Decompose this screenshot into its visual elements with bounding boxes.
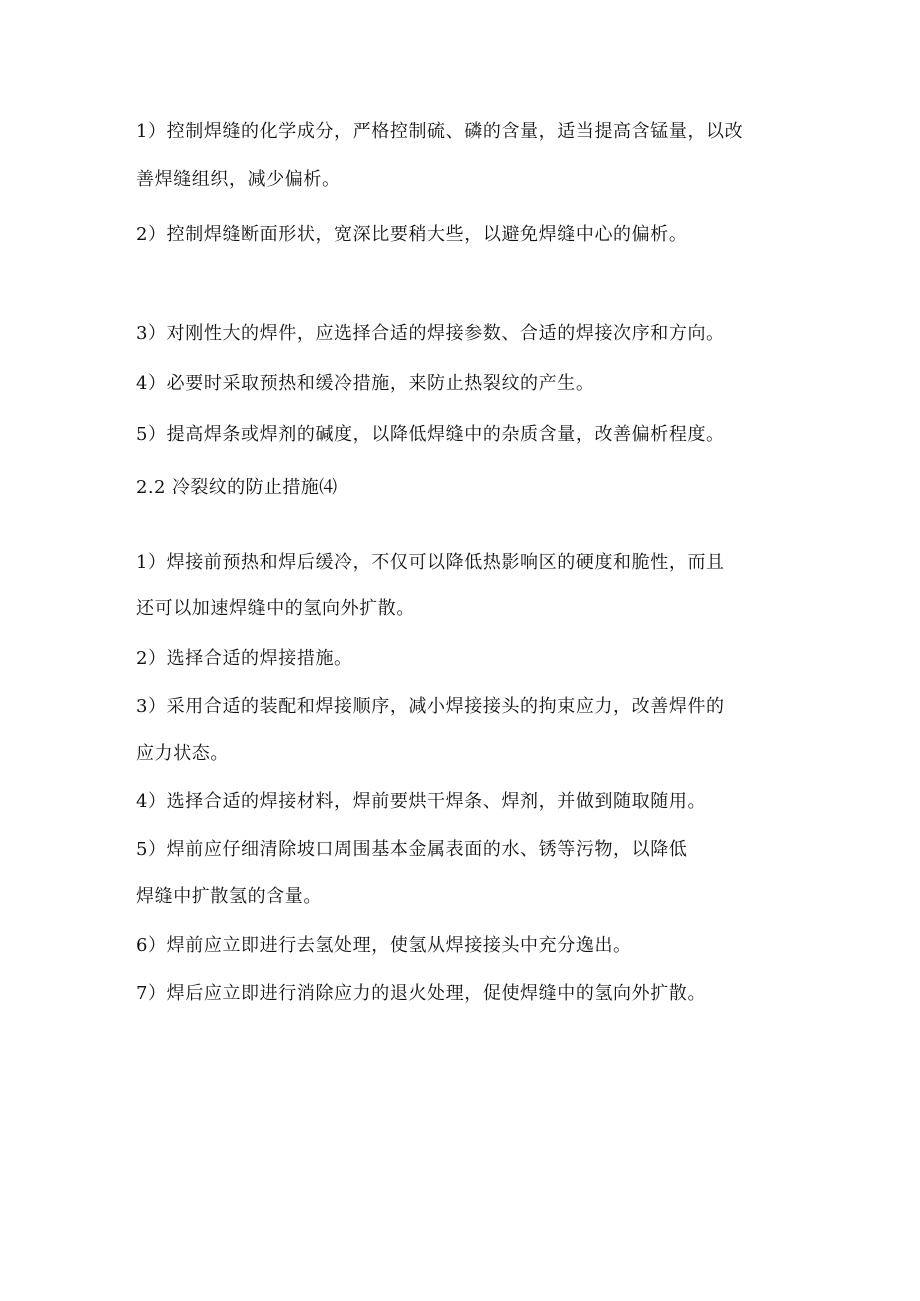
cold-crack-item-2: 2）选择合适的焊接措施。 — [136, 648, 353, 669]
cold-crack-item-5-line-1: 5）焊前应仔细清除坡口周围基本金属表面的水、锈等污物，以降低 — [136, 839, 688, 860]
cold-crack-item-1-line-1: 1）焊接前预热和焊后缓冷，不仅可以降低热影响区的硬度和脆性，而且 — [136, 552, 725, 573]
cold-crack-item-3-line-1: 3）采用合适的装配和焊接顺序，减小焊接接头的拘束应力，改善焊件的 — [136, 696, 725, 717]
cold-crack-item-7: 7）焊后应立即进行消除应力的退火处理，促使焊缝中的氢向外扩散。 — [136, 983, 707, 1004]
hot-crack-item-3: 3）对刚性大的焊件，应选择合适的焊接参数、合适的焊接次序和方向。 — [136, 323, 725, 344]
hot-crack-item-5: 5）提高焊条或焊剂的碱度，以降低焊缝中的杂质含量，改善偏析程度。 — [136, 424, 725, 445]
hot-crack-item-1-line-1: 1）控制焊缝的化学成分，严格控制硫、磷的含量，适当提高含锰量，以改 — [136, 121, 744, 142]
cold-crack-item-1-line-2: 还可以加速焊缝中的氢向外扩散。 — [136, 598, 415, 619]
hot-crack-item-4: 4）必要时采取预热和缓冷措施，来防止热裂纹的产生。 — [136, 373, 595, 394]
cold-crack-item-4: 4）选择合适的焊接材料，焊前要烘干焊条、焊剂，并做到随取随用。 — [136, 791, 707, 812]
hot-crack-item-1-line-2: 善焊缝组织，减少偏析。 — [136, 169, 341, 190]
hot-crack-item-2: 2）控制焊缝断面形状，宽深比要稍大些，以避免焊缝中心的偏析。 — [136, 224, 688, 245]
section-heading-cold-crack: 2.2 冷裂纹的防止措施⑷ — [136, 477, 338, 498]
cold-crack-item-6: 6）焊前应立即进行去氢处理，使氢从焊接接头中充分逸出。 — [136, 935, 632, 956]
cold-crack-item-5-line-2: 焊缝中扩散氢的含量。 — [136, 886, 322, 907]
cold-crack-item-3-line-2: 应力状态。 — [136, 743, 229, 764]
